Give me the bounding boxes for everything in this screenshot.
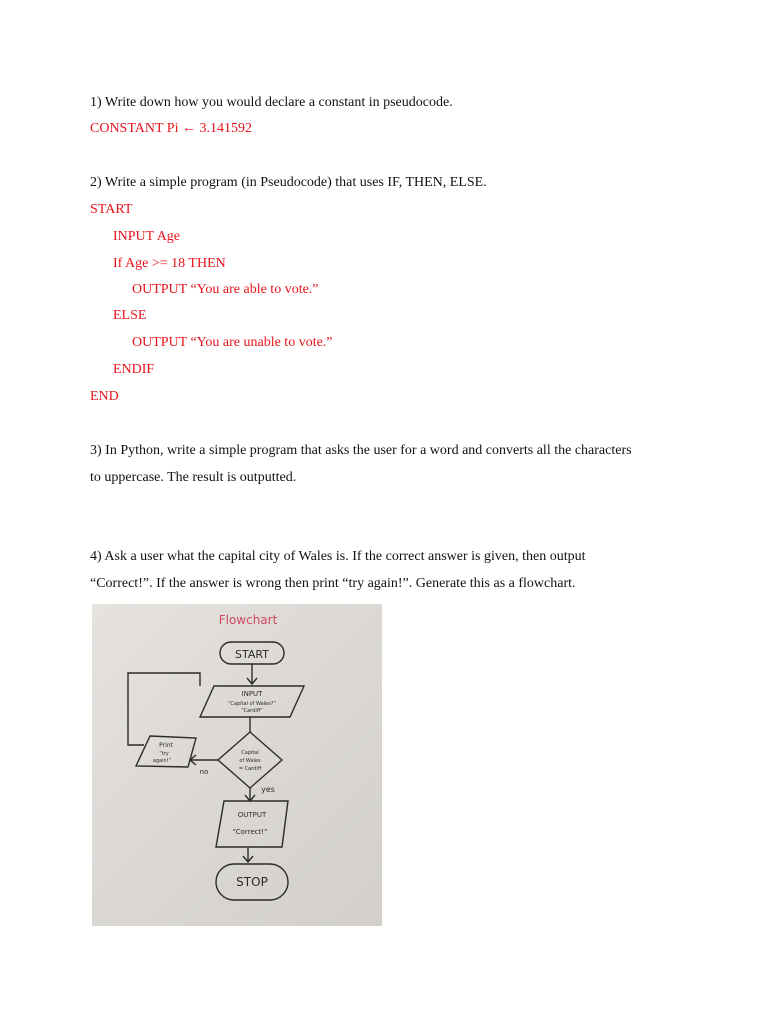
no-label: no	[199, 768, 209, 776]
code-line: END	[90, 389, 119, 404]
flowchart-photo	[92, 604, 382, 926]
question-1: 1) Write down how you would declare a constant in pseudocode.	[90, 95, 453, 110]
print-line1: Print	[159, 742, 173, 749]
decision-line1: Capital	[241, 750, 259, 756]
stop-label: STOP	[236, 875, 268, 889]
start-label: START	[235, 648, 269, 661]
decision-line2: of Wales	[239, 758, 261, 764]
output-title: OUTPUT	[237, 811, 267, 819]
output-line1: “Correct!”	[232, 828, 268, 836]
decision-line3: = Cardiff	[238, 766, 262, 772]
loop-connector	[128, 673, 200, 745]
code-line: OUTPUT “You are able to vote.”	[132, 282, 319, 297]
code-line: If Age >= 18 THEN	[113, 256, 226, 271]
input-line2: “Cardiff”	[241, 708, 263, 714]
question-3-line1: 3) In Python, write a simple program that asks the user for a word and converts all the characters	[90, 443, 632, 458]
yes-label: yes	[261, 785, 275, 794]
question-4-line1: 4) Ask a user what the capital city of Wales is. If the correct answer is given, then output	[90, 549, 586, 564]
print-line2: “try	[159, 751, 169, 757]
answer-1: CONSTANT Pi ← 3.141592	[90, 121, 252, 136]
question-4-line2: “Correct!”. If the answer is wrong then print “try again!”. Generate this as a flowchart.	[90, 576, 576, 591]
input-title: INPUT	[241, 690, 263, 698]
code-line: OUTPUT “You are unable to vote.”	[132, 335, 333, 350]
output-box	[216, 801, 288, 847]
code-line: ENDIF	[113, 362, 155, 377]
flowchart-drawing	[92, 604, 382, 926]
flowchart-title: Flowchart	[218, 613, 278, 627]
code-line: ELSE	[113, 308, 147, 323]
input-line1: “Capital of Wales?”	[228, 701, 276, 707]
question-3-line2: to uppercase. The result is outputted.	[90, 470, 297, 485]
question-2: 2) Write a simple program (in Pseudocode) that uses IF, THEN, ELSE.	[90, 175, 487, 190]
code-line: START	[90, 202, 133, 217]
code-line: INPUT Age	[113, 229, 181, 244]
print-line3: again!”	[152, 758, 172, 764]
